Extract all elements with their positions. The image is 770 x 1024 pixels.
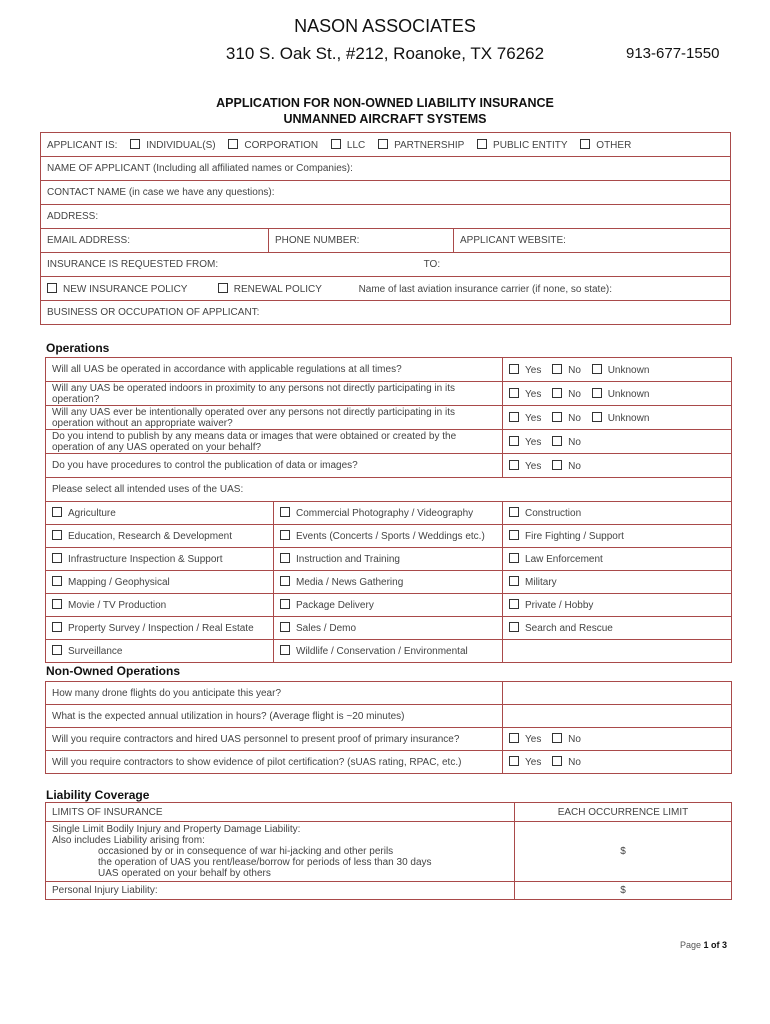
checkbox-icon[interactable] [218,283,228,293]
email-field[interactable]: EMAIL ADDRESS: [41,229,269,253]
checkbox-icon[interactable] [509,599,519,609]
checkbox-icon[interactable] [509,576,519,586]
single-limit-amount[interactable]: $ [515,822,732,882]
website-field[interactable]: APPLICANT WEBSITE: [454,229,731,253]
use-option[interactable]: Fire Fighting / Support [503,525,732,548]
ops-question-3: Will any UAS ever be intentionally operated over any persons not directly participating in its operation without an appropriate waiver? [46,406,503,430]
insurance-from-label: INSURANCE IS REQUESTED FROM: [47,259,219,270]
company-name: NASON ASSOCIATES [294,16,476,36]
non-owned-question-1: How many drone flights do you anticipate this year? [46,682,503,705]
use-option[interactable]: Military [503,571,732,594]
checkbox-icon[interactable] [52,553,62,563]
policy-type-row [41,277,731,301]
type-public-entity[interactable]: PUBLIC ENTITY [477,139,567,151]
use-option[interactable]: Wildlife / Conservation / Environmental [274,640,503,663]
single-limit-line-2: Also includes Liability arising from: [52,835,205,846]
checkbox-icon[interactable] [280,645,290,655]
checkbox-icon[interactable] [509,412,519,422]
checkbox-icon[interactable] [552,460,562,470]
ops-question-1: Will all UAS be operated in accordance with applicable regulations at all times? [46,358,503,382]
company-address: 310 S. Oak St., #212, Roanoke, TX 76262 [225,44,545,63]
checkbox-icon[interactable] [331,139,341,149]
checkbox-icon[interactable] [552,733,562,743]
uses-label: Please select all intended uses of the UAS: [46,478,732,502]
use-option[interactable]: Commercial Photography / Videography [274,502,503,525]
type-corporation[interactable]: CORPORATION [228,139,318,151]
checkbox-icon[interactable] [509,436,519,446]
checkbox-icon[interactable] [552,436,562,446]
single-limit-line-5: UAS operated on your behalf by others [98,868,271,879]
checkbox-icon[interactable] [509,530,519,540]
non-owned-question-2: What is the expected annual utilization in hours? (Average flight is ~20 minutes) [46,705,503,728]
checkbox-icon[interactable] [52,599,62,609]
page-count: 1 of 3 [703,940,728,950]
checkbox-icon[interactable] [47,283,57,293]
title-line-1: APPLICATION FOR NON-OWNED LIABILITY INSURANCE [216,96,554,110]
last-carrier-label[interactable]: Name of last aviation insurance carrier (if none, so state): [358,283,613,295]
checkbox-icon[interactable] [378,139,388,149]
checkbox-icon[interactable] [509,733,519,743]
non-owned-question-3: Will you require contractors and hired UAS personnel to present proof of primary insurance? [46,728,503,751]
use-option[interactable]: Mapping / Geophysical [46,571,274,594]
personal-injury-amount[interactable]: $ [515,882,732,900]
use-option[interactable]: Infrastructure Inspection & Support [46,548,274,571]
checkbox-icon[interactable] [552,388,562,398]
type-individual[interactable]: INDIVIDUAL(S) [130,139,215,151]
liability-heading: Liability Coverage [46,788,150,802]
use-option[interactable]: Instruction and Training [274,548,503,571]
applicant-table [40,132,731,325]
business-occupation-field[interactable]: BUSINESS OR OCCUPATION OF APPLICANT: [41,301,731,325]
use-option[interactable]: Sales / Demo [274,617,503,640]
checkbox-icon[interactable] [580,139,590,149]
non-owned-answer-4[interactable]: Yes No [503,751,732,774]
title-line-2: UNMANNED AIRCRAFT SYSTEMS [283,112,487,126]
type-llc[interactable]: LLC [331,139,365,151]
checkbox-icon[interactable] [592,364,602,374]
use-option[interactable]: Media / News Gathering [274,571,503,594]
checkbox-icon[interactable] [509,553,519,563]
checkbox-icon[interactable] [52,622,62,632]
insurance-dates-row[interactable] [41,253,731,277]
checkbox-icon[interactable] [280,507,290,517]
checkbox-icon[interactable] [228,139,238,149]
checkbox-icon[interactable] [509,460,519,470]
use-option[interactable]: Events (Concerts / Sports / Weddings etc.) [274,525,503,548]
type-other[interactable]: OTHER [580,139,631,151]
ops-question-5: Do you have procedures to control the publication of data or images? [46,454,503,478]
checkbox-icon[interactable] [509,622,519,632]
phone-field[interactable]: PHONE NUMBER: [269,229,454,253]
renewal-policy-option[interactable]: RENEWAL POLICY [218,283,356,295]
use-option[interactable]: Agriculture [46,502,274,525]
checkbox-icon[interactable] [130,139,140,149]
checkbox-icon[interactable] [280,599,290,609]
non-owned-table [45,681,732,774]
checkbox-icon[interactable] [280,530,290,540]
type-partnership[interactable]: PARTNERSHIP [378,139,464,151]
non-owned-answer-2[interactable] [503,705,732,728]
use-option[interactable]: Construction [503,502,732,525]
checkbox-icon[interactable] [52,530,62,540]
non-owned-question-4: Will you require contractors to show evidence of pilot certification? (sUAS rating, RPAC, etc.) [46,751,503,774]
use-option[interactable]: Property Survey / Inspection / Real Estate [46,617,274,640]
checkbox-icon[interactable] [52,645,62,655]
use-option[interactable]: Surveillance [46,640,274,663]
checkbox-icon[interactable] [509,507,519,517]
ops-answer-4[interactable]: Yes No [503,430,732,454]
use-option[interactable]: Education, Research & Development [46,525,274,548]
ops-question-2: Will any UAS be operated indoors in proximity to any persons not directly participating in its operation? [46,382,503,406]
page-number [680,940,727,950]
use-option[interactable]: Movie / TV Production [46,594,274,617]
address-field[interactable]: ADDRESS: [41,205,731,229]
non-owned-heading: Non-Owned Operations [46,664,181,678]
ops-answer-2[interactable]: Yes No Unknown [503,382,732,406]
personal-injury-label: Personal Injury Liability: [46,882,515,900]
contact-name-field[interactable]: CONTACT NAME (in case we have any questions): [41,181,731,205]
page-label: Page [680,940,702,950]
checkbox-icon[interactable] [280,553,290,563]
use-option[interactable]: Package Delivery [274,594,503,617]
checkbox-icon[interactable] [509,388,519,398]
checkbox-icon[interactable] [552,412,562,422]
company-phone: 913-677-1550 [626,45,720,62]
ops-answer-3[interactable]: Yes No Unknown [503,406,732,430]
use-option[interactable]: Private / Hobby [503,594,732,617]
applicant-name-field[interactable]: NAME OF APPLICANT (Including all affiliated names or Companies): [41,157,731,181]
checkbox-icon[interactable] [52,507,62,517]
single-limit-cell [46,822,515,882]
checkbox-icon[interactable] [280,622,290,632]
use-option-empty [503,640,732,663]
non-owned-answer-1[interactable] [503,682,732,705]
checkbox-icon[interactable] [552,756,562,766]
operations-heading: Operations [46,341,110,355]
operations-table [45,357,732,663]
each-occurrence-label: EACH OCCURRENCE LIMIT [515,803,732,822]
checkbox-icon[interactable] [592,388,602,398]
use-option[interactable]: Search and Rescue [503,617,732,640]
insurance-to-label: TO: [423,259,441,270]
applicant-is-label: APPLICANT IS: [47,139,118,151]
checkbox-icon[interactable] [52,576,62,586]
checkbox-icon[interactable] [509,756,519,766]
single-limit-line-4: the operation of UAS you rent/lease/borrow for periods of less than 30 days [98,857,432,868]
checkbox-icon[interactable] [552,364,562,374]
new-policy-option[interactable]: NEW INSURANCE POLICY [47,283,215,295]
single-limit-line-1: Single Limit Bodily Injury and Property Damage Liability: [52,824,301,835]
single-limit-line-3: occasioned by or in consequence of war hi-jacking and other perils [98,846,394,857]
checkbox-icon[interactable] [592,412,602,422]
ops-question-4: Do you intend to publish by any means data or images that were obtained or created by the operation of any UAS operated on your behalf? [46,430,503,454]
ops-answer-1[interactable]: Yes No Unknown [503,358,732,382]
checkbox-icon[interactable] [509,364,519,374]
checkbox-icon[interactable] [477,139,487,149]
ops-answer-5[interactable]: Yes No [503,454,732,478]
non-owned-answer-3[interactable]: Yes No [503,728,732,751]
application-title [0,95,770,127]
limits-label: LIMITS OF INSURANCE [46,803,515,822]
use-option[interactable]: Law Enforcement [503,548,732,571]
checkbox-icon[interactable] [280,576,290,586]
liability-table [45,802,732,900]
applicant-type-row [41,133,731,157]
